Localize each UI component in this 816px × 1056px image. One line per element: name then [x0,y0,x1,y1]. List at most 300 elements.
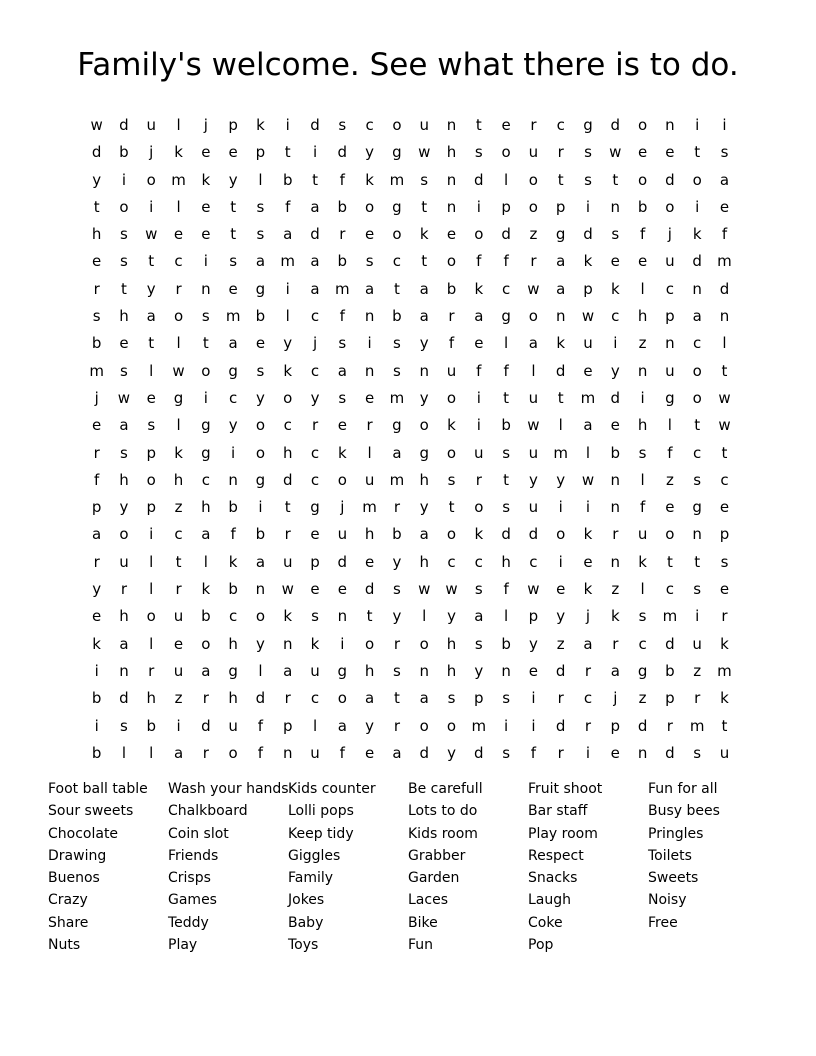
grid-letter: o [501,143,511,162]
grid-letter: t [421,197,428,216]
grid-letter: o [665,197,675,216]
grid-letter: d [501,225,511,244]
grid-letter: y [283,334,293,353]
grid-letter: a [610,661,620,680]
grid-row [83,576,744,603]
grid-letter: e [665,498,675,517]
word-list-column [528,778,648,956]
grid-letter: f [448,334,455,353]
grid-letter: r [448,307,455,326]
grid-letter: c [665,279,674,298]
grid-letter: o [419,716,429,735]
grid-letter: r [175,279,182,298]
grid-letter: l [258,170,263,189]
grid-letter: n [555,307,566,326]
grid-letter: m [389,388,405,407]
grid-letter: r [557,743,564,762]
grid-row [83,521,744,548]
grid-letter: g [337,661,348,680]
grid-letter: y [447,607,456,626]
grid-letter: w [418,143,431,162]
grid-letter: i [340,634,345,653]
grid-letter: k [256,116,265,134]
grid-letter: b [337,197,348,216]
grid-letter: t [148,252,155,271]
grid-letter: l [585,443,591,462]
grid-letter: p [719,525,730,544]
grid-letter: s [120,252,128,271]
grid-letter: u [419,116,429,134]
word-list-item: Baby [288,914,324,931]
word-list-item: Crazy [48,892,88,909]
grid-letter: i [149,197,154,216]
grid-letter: s [120,716,128,735]
grid-letter: c [310,689,320,708]
grid-letter: i [476,416,481,435]
grid-letter: k [720,634,729,653]
grid-letter: g [392,143,402,162]
grid-letter: a [283,661,293,680]
grid-letter: f [94,470,100,489]
grid-letter: k [610,279,620,298]
grid-letter: l [640,580,645,599]
grid-letter: s [256,225,265,244]
grid-letter: a [173,743,184,762]
grid-letter: n [719,307,730,326]
grid-letter: h [119,307,129,326]
grid-letter: l [149,743,154,762]
grid-letter: s [502,743,511,762]
grid-letter: o [446,252,457,271]
grid-letter: d [282,470,293,489]
grid-letter: e [610,252,620,271]
grid-letter: p [146,443,156,462]
grid-letter: s [720,143,729,162]
grid-letter: t [202,334,209,353]
grid-letter: n [201,279,211,298]
grid-letter: g [665,388,675,407]
grid-letter: c [556,116,565,134]
grid-letter: r [148,661,155,680]
word-list-column [48,778,168,956]
grid-letter: b [665,661,675,680]
grid-letter: b [446,279,457,298]
grid-letter: o [446,525,457,544]
grid-row [83,467,744,494]
grid-letter: e [146,388,156,407]
word-list-item: Coke [528,914,563,931]
grid-letter: r [202,689,209,708]
grid-letter: t [393,279,400,298]
grid-letter: e [501,116,511,134]
grid-letter: e [365,552,375,571]
grid-letter: l [667,416,672,435]
grid-letter: r [612,634,619,653]
grid-letter: c [720,470,729,489]
grid-letter: g [692,498,702,517]
grid-letter: t [230,197,237,216]
grid-letter: e [665,143,675,162]
grid-letter: u [119,552,129,571]
grid-letter: e [201,225,211,244]
grid-letter: a [310,279,320,298]
grid-letter: a [419,279,429,298]
grid-letter: r [584,716,592,735]
grid-letter: k [365,170,374,189]
word-list-item: Toys [288,937,319,954]
grid-letter: o [146,170,156,189]
grid-letter: b [392,525,402,544]
grid-letter: g [255,470,266,489]
grid-letter: l [640,279,645,298]
grid-letter: w [281,580,294,599]
word-list-item: Fun for all [648,781,718,797]
grid-letter: p [474,689,484,708]
grid-letter: h [637,307,648,326]
grid-letter: k [201,580,211,599]
grid-letter: i [585,743,591,762]
grid-letter: n [637,743,648,762]
grid-letter: s [447,470,456,489]
grid-letter: o [637,116,648,134]
grid-letter: l [149,552,154,571]
grid-letter: f [639,498,646,517]
grid-letter: a [255,252,266,271]
grid-letter: s [365,252,374,271]
grid-letter: b [201,607,211,626]
grid-letter: w [90,116,103,134]
grid-letter: o [665,525,675,544]
grid-letter: m [280,252,296,271]
grid-letter: u [173,607,184,626]
grid-letter: g [228,661,238,680]
grid-letter: i [613,334,618,353]
grid-letter: w [527,580,540,599]
grid-letter: a [583,634,593,653]
grid-letter: h [419,552,429,571]
grid-letter: e [719,197,730,216]
grid-letter: b [119,143,129,162]
word-list-item: Bar staff [528,803,588,820]
grid-letter: z [174,498,183,517]
grid-letter: d [555,661,566,680]
grid-letter: k [174,143,183,162]
grid-letter: b [91,334,102,353]
grid-letter: u [228,716,238,735]
grid-letter: p [228,116,238,134]
grid-letter: c [665,580,674,599]
grid-letter: k [201,170,211,189]
grid-letter: y [474,661,484,680]
grid-letter: c [392,252,402,271]
word-list-item: Play [168,937,198,954]
grid-letter: p [528,607,539,626]
grid-letter: c [229,607,238,626]
grid-letter: l [640,470,645,489]
grid-letter: l [176,334,181,353]
grid-letter: a [119,416,129,435]
grid-letter: p [255,143,266,162]
grid-letter: o [528,170,538,189]
grid-letter: s [638,607,647,626]
grid-letter: h [364,525,375,544]
grid-letter: e [365,388,375,407]
grid-letter: m [171,170,186,189]
grid-letter: y [365,143,375,162]
grid-letter: o [528,197,538,216]
grid-letter: n [364,307,375,326]
grid-letter: u [528,498,539,517]
grid-letter: e [610,743,620,762]
grid-letter: t [503,470,510,489]
grid-letter: d [91,143,102,162]
grid-letter: u [173,661,184,680]
grid-letter: d [665,634,675,653]
grid-letter: y [556,607,566,626]
grid-letter: s [201,307,210,326]
grid-letter: e [310,580,320,599]
grid-letter: b [146,716,156,735]
grid-letter: y [392,552,402,571]
grid-letter: l [367,443,372,462]
grid-letter: b [228,580,238,599]
grid-letter: k [692,225,702,244]
grid-letter: o [283,388,293,407]
grid-letter: h [228,689,238,708]
grid-letter: d [528,525,539,544]
grid-letter: r [120,580,128,599]
grid-letter: a [146,307,156,326]
grid-letter: k [474,279,484,298]
grid-letter: j [585,607,591,626]
grid-letter: o [474,225,484,244]
grid-letter: i [121,170,127,189]
grid-letter: o [692,361,702,380]
grid-letter: n [228,470,238,489]
grid-letter: f [339,170,345,189]
grid-letter: t [694,143,701,162]
grid-letter: c [201,470,210,489]
grid-letter: m [89,361,104,380]
grid-letter: c [174,525,183,544]
grid-letter: s [420,170,429,189]
word-list-item: Snacks [528,870,578,887]
grid-row [83,330,744,357]
grid-letter: d [474,743,484,762]
grid-letter: y [228,170,238,189]
grid-letter: s [338,116,347,134]
grid-letter: o [201,634,211,653]
grid-letter: t [312,170,318,189]
grid-letter: p [91,498,102,517]
grid-letter: e [92,416,102,435]
grid-letter: h [364,661,375,680]
grid-letter: k [556,334,566,353]
grid-row [83,713,744,740]
grid-letter: u [528,443,539,462]
grid-letter: d [474,170,484,189]
word-list-item: Friends [168,847,219,864]
grid-letter: c [310,443,320,462]
word-list-item: Giggles [288,847,341,864]
grid-letter: e [556,580,566,599]
grid-letter: u [364,470,375,489]
grid-letter: m [335,279,350,298]
grid-letter: i [176,716,181,735]
grid-letter: k [283,607,293,626]
grid-letter: a [255,552,266,571]
grid-letter: y [228,416,238,435]
grid-letter: u [665,361,675,380]
word-list [48,778,788,956]
grid-letter: e [201,143,211,162]
grid-letter: s [693,580,702,599]
grid-letter: p [610,716,621,735]
grid-letter: i [722,116,727,134]
grid-letter: a [283,225,293,244]
grid-letter: g [201,416,211,435]
grid-letter: c [174,252,183,271]
grid-letter: d [555,361,566,380]
grid-row [83,631,744,658]
grid-letter: a [719,170,730,189]
grid-letter: g [637,661,648,680]
grid-letter: s [720,552,729,571]
grid-letter: u [665,252,675,271]
grid-letter: i [695,197,700,216]
word-list-item: Keep tidy [288,825,354,842]
grid-letter: w [718,416,731,435]
grid-letter: r [530,252,537,271]
grid-letter: z [665,470,674,489]
grid-letter: g [392,197,402,216]
grid-letter: e [719,498,730,517]
grid-letter: i [531,689,536,708]
grid-letter: h [419,470,429,489]
grid-letter: c [611,307,620,326]
grid-letter: a [337,361,347,380]
word-list-item: Pringles [648,825,704,842]
grid-letter: s [393,580,401,599]
grid-letter: t [666,552,673,571]
grid-letter: s [338,388,347,407]
grid-letter: b [392,307,402,326]
grid-letter: s [256,197,265,216]
grid-letter: p [665,689,675,708]
grid-letter: w [145,225,158,244]
grid-letter: j [613,689,618,708]
grid-letter: c [310,361,320,380]
word-list-item: Laugh [528,892,572,909]
grid-letter: i [640,388,645,407]
grid-letter: k [583,252,593,271]
grid-letter: o [446,716,457,735]
grid-letter: o [146,607,156,626]
word-list-item: Chalkboard [168,803,248,820]
grid-letter: a [419,525,429,544]
grid-letter: y [92,580,102,599]
grid-letter: s [120,361,128,380]
grid-row [83,603,744,630]
grid-letter: e [365,225,375,244]
grid-row [83,167,744,194]
grid-letter: f [339,743,345,762]
grid-letter: b [501,416,511,435]
grid-letter: c [501,279,511,298]
grid-letter: r [175,580,182,599]
word-list-item: Crisps [168,870,211,887]
grid-letter: i [558,552,563,571]
grid-letter: n [501,661,511,680]
grid-letter: a [556,279,566,298]
word-list-item: Bike [408,914,438,931]
grid-letter: i [585,498,591,517]
grid-letter: a [583,416,593,435]
grid-letter: d [665,743,675,762]
grid-letter: s [147,416,156,435]
grid-letter: d [555,716,566,735]
grid-letter: o [692,170,702,189]
grid-letter: o [446,443,457,462]
grid-letter: t [557,388,564,407]
grid-letter: o [119,525,129,544]
grid-letter: e [201,197,211,216]
grid-letter: s [393,361,401,380]
grid-letter: h [446,634,457,653]
grid-letter: i [285,279,290,298]
grid-letter: y [92,170,102,189]
grid-letter: t [393,689,400,708]
grid-letter: e [119,334,129,353]
grid-letter: t [121,279,127,298]
grid-letter: r [339,225,346,244]
grid-letter: p [282,716,293,735]
grid-letter: z [693,661,702,680]
grid-letter: s [229,252,238,271]
grid-letter: k [228,552,238,571]
grid-letter: e [173,225,184,244]
grid-letter: i [203,388,208,407]
grid-letter: e [610,416,620,435]
grid-letter: t [503,388,510,407]
grid-letter: c [229,388,238,407]
grid-letter: f [530,743,537,762]
grid-row [83,303,744,330]
grid-letter: a [392,743,402,762]
grid-letter: n [610,552,621,571]
grid-row [83,139,744,166]
grid-letter: o [419,416,429,435]
word-list-item: Foot ball table [48,781,148,797]
grid-letter: w [581,470,595,489]
grid-letter: g [501,307,511,326]
grid-letter: o [474,498,484,517]
word-list-item: Noisy [648,892,687,909]
grid-letter: p [501,197,511,216]
grid-letter: y [419,498,429,517]
grid-letter: k [174,443,183,462]
grid-letter: j [94,388,99,407]
grid-letter: b [282,170,293,189]
word-list-item: Teddy [168,914,209,931]
grid-letter: e [365,743,375,762]
grid-letter: u [474,443,484,462]
grid-letter: r [475,470,482,489]
grid-letter: n [665,334,675,353]
grid-letter: m [553,443,568,462]
grid-letter: d [310,116,320,134]
grid-letter: n [364,361,375,380]
